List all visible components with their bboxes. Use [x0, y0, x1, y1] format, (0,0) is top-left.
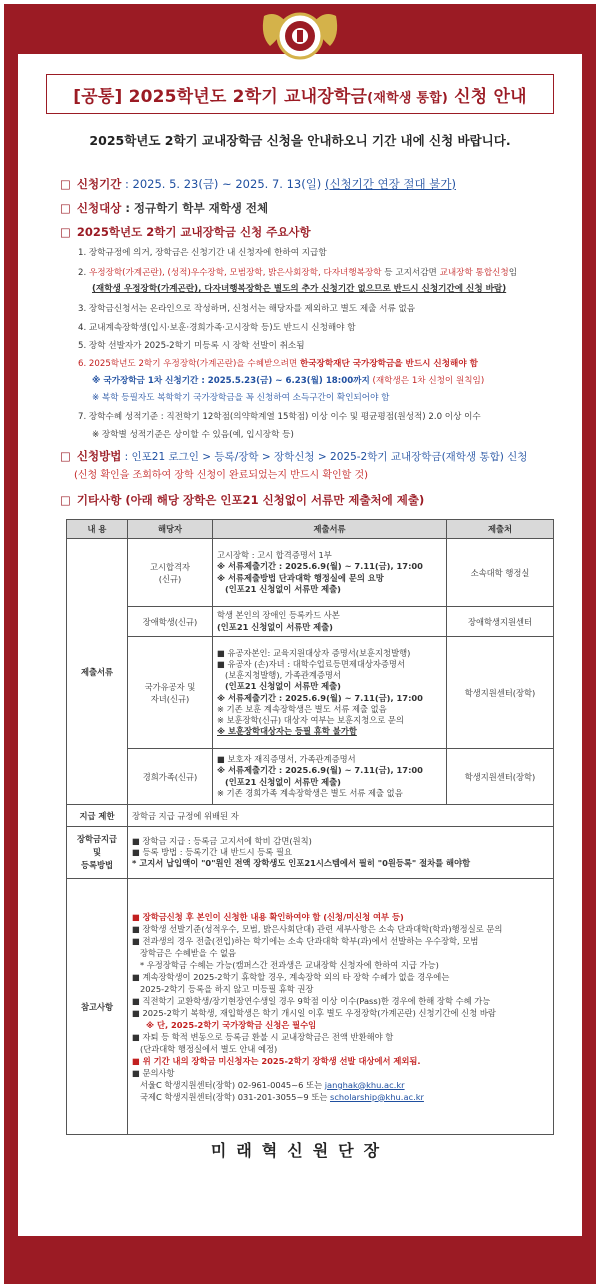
section-method: □ 신청방법 : 인포21 로그인 > 등록/장학 > 장학신청 > 2025-2학기 교내장학금(재학생 통합) 신청 [60, 449, 528, 463]
row-dest: 학생지원센터(장학) [447, 637, 554, 749]
row-target: 장애학생(신규) [128, 607, 213, 637]
email-link-seoul[interactable]: janghak@khu.ac.kr [324, 1079, 405, 1090]
table-row [67, 539, 554, 607]
key-item-3: 3. 장학금신청서는 온라인으로 작성하며, 신청서는 해당자를 제외하고 별도 제출 서류 없음 [78, 304, 416, 314]
col-content: 내 용 [67, 520, 128, 539]
section-target: □ 신청대상 : 정규학기 학부 재학생 전체 [60, 201, 269, 215]
row-docs: 고시장학 : 고시 합격증명서 1부 ※ 서류제출기간 : 2025.6.9(월) ~ 7.11(금), 17:00 ※ 서류제출방법 단과대학 행정실에 문의 요망 (인포21 신청없이 서류만 제출) [213, 539, 447, 607]
pay-label: 장학금지급 및 등록방법 [67, 827, 128, 879]
submission-table [66, 519, 554, 1135]
left-border [4, 54, 18, 1236]
row-dest: 소속대학 행정실 [447, 539, 554, 607]
table-row [67, 827, 554, 879]
pay-text: ■ 장학금 지급 : 등록금 고지서에 학비 감면(원칙) ■ 등록 방법 : 등록기간 내 반드시 등록 필요 * 고지서 납입액이 "0"원인 전액 장학생도 인포21시스템에서 필히 "0원등록" 절차를 해야함 [128, 827, 554, 879]
issuer-signature: 미래혁신원단장 [210, 1141, 390, 1160]
key-item-7: 7. 장학수혜 성적기준 : 직전학기 12학점(의약학계열 15학점) 이상 이수 및 평균평점(원성적) 2.0 이상 이수 [78, 412, 481, 422]
key-item-1: 1. 장학규정에 의거, 장학금은 신청기간 내 신청자에 한하여 지급함 [78, 248, 327, 258]
table-row [67, 637, 554, 749]
table-row [67, 805, 554, 827]
key-item-2-note: (재학생 우정장학(가계곤란), 다자녀행복장학은 별도의 추가 신청기간 없으므로 반드시 신청기간에 신청 바람) [92, 284, 507, 294]
limit-text: 장학금 지급 규정에 위배된 자 [128, 805, 554, 827]
method-note: (신청 확인을 조회하여 장학 신청이 완료되었는지 반드시 확인할 것) [74, 470, 369, 481]
notice-title-box [46, 74, 554, 114]
ref-label: 참고사항 [67, 879, 128, 1135]
row-docs: ■ 유공자본인: 교육지원대상자 증명서(보훈지청발행) ■ 유공자 (손)자녀 : 대학수업료등면제대상자증명서 (보훈지청발행), 가족관계증명서 (인포21 신청없이 서류만 제출) ※ 서류제출기간 : 2025.6.9(월) ~ 7.11(금), 17:00 ※ 기존 보훈 계속장학생은 별도 서류 제출 없음 ※ 보훈장학(신규) 대상자 여부는 보훈지청으로 문의 ※ 보훈장학대상자는 등필 휴학 불가함 [213, 637, 447, 749]
col-docs: 제출서류 [213, 520, 447, 539]
key-item-7-note: ※ 장학별 성적기준은 상이할 수 있음(예, 입시장학 등) [92, 430, 294, 440]
bottom-banner [4, 1236, 596, 1284]
limit-label: 지급 제한 [67, 805, 128, 827]
row-target: 고시합격자 (신규) [128, 539, 213, 607]
right-border [582, 54, 596, 1236]
key-item-4: 4. 교내계속장학생(입시·보훈·경희가족·고시장학 등)도 반드시 신청해야 함 [78, 323, 356, 333]
col-target: 해당자 [128, 520, 213, 539]
table-row [67, 749, 554, 805]
university-seal-icon [256, 6, 344, 62]
key-item-6-note-2: ※ 복학 등필자도 복학학기 국가장학금을 꼭 신청하여 소득구간이 확인되어야 함 [92, 393, 390, 403]
notice-title: [공통] 2025학년도 2학기 교내장학금(재학생 통합) 신청 안내 [73, 86, 527, 107]
row-dest: 장애학생지원센터 [447, 607, 554, 637]
key-item-2: 2. 우정장학(가계곤란), (성적)우수장학, 모범장학, 밝은사회장학, 다자녀행복장학 등 고지서감면 교내장학 통합신청임 [78, 268, 518, 278]
key-item-5: 5. 장학 선발자가 2025-2학기 미등록 시 장학 선발이 취소됨 [78, 341, 305, 351]
section-key-points: □ 2025학년도 2학기 교내장학금 신청 주요사항 [60, 225, 311, 239]
row-docs: 학생 본인의 장애인 등록카드 사본 (인포21 신청없이 서류만 제출) [213, 607, 447, 637]
col-dest: 제출처 [447, 520, 554, 539]
section-etc: □ 기타사항 (아래 해당 장학은 인포21 신청없이 서류만 제출처에 제출) [60, 493, 425, 507]
ref-text: ■ 장학금신청 후 본인이 신청한 내용 확인하여야 함 (신청/미신청 여부 등) ■ 장학생 선발기준(성적우수, 모범, 밝은사회단대) 관련 세부사항은 소속 단과대학(학과)행정실로 문의 ■ 전과생의 경우 전출(전입)하는 학기에는 소속 단과대학 학부(과)에서 선발하는 우수장학, 모범 장학금은 수혜받을 수 없음 * 우정장학금 수혜는 가능(캠퍼스간 전과생은 교내장학 신청자에 한하여 지급 가능) ■ 계속장학생이 2025-2학기 휴학할 경우, 계속장학 외의 타 장학 수혜가 없을 경우에는 2025-2학기 등록을 하지 않고 미등필 휴학 권장 ■ 직전학기 교환학생/장기현장연수생일 경우 9학점 이상 이수(Pass)한 경우에 한해 장학 수혜 가능 ■ 2025-2학기 복학생, 재입학생은 학기 개시일 이후 별도 우정장학(가계곤란) 신청기간에 신청 바람 ※ 단, 2025-2학기 국가장학금 신청은 필수임 ■ 자퇴 등 학적 변동으로 등록금 환불 시 교내장학금은 전액 반환해야 함 (단과대학 행정실에서 별도 안내 예정) ■ 위 기간 내의 장학금 미신청자는 2025-2학기 장학생 선발 대상에서 제외됨. ■ 문의사항 서울C 학생지원센터(장학) 02-961-0045~6 또는 janghak@khu.ac.kr 국제C 학생지원센터(장학) 031-201-3055~9 또는 scholarship@khu.ac.kr [128, 879, 554, 1135]
row-docs: ■ 보호자 재직증명서, 가족관계증명서 ※ 서류제출기간 : 2025.6.9(월) ~ 7.11(금), 17:00 (인포21 신청없이 서류만 제출) ※ 기존 경희가족 계속장학생은 별도 서류 제출 없음 [213, 749, 447, 805]
key-item-6-note-1: ※ 국가장학금 1차 신청기간 : 2025.5.23(금) ~ 6.23(월) 18:00까지 (재학생은 1차 신청이 원칙임) [92, 376, 485, 386]
row-target: 국가유공자 및 자녀(신규) [128, 637, 213, 749]
row-dest: 학생지원센터(장학) [447, 749, 554, 805]
table-row [67, 607, 554, 637]
table-row [67, 879, 554, 1135]
key-item-6: 6. 2025학년도 2학기 우정장학(가계곤란)을 수혜받으려면 한국장학재단 국가장학금을 반드시 신청해야 함 [78, 359, 478, 369]
intro-text: 2025학년도 2학기 교내장학금 신청을 안내하오니 기간 내에 신청 바랍니다. [89, 133, 511, 148]
email-link-global[interactable]: scholarship@khu.ac.kr [330, 1091, 424, 1102]
submit-label: 제출서류 [67, 539, 128, 805]
section-period: □ 신청기간 : 2025. 5. 23(금) ~ 2025. 7. 13(일) (신청기간 연장 절대 불가) [60, 177, 456, 191]
table-header-row [67, 520, 554, 539]
row-target: 경희가족(신규) [128, 749, 213, 805]
